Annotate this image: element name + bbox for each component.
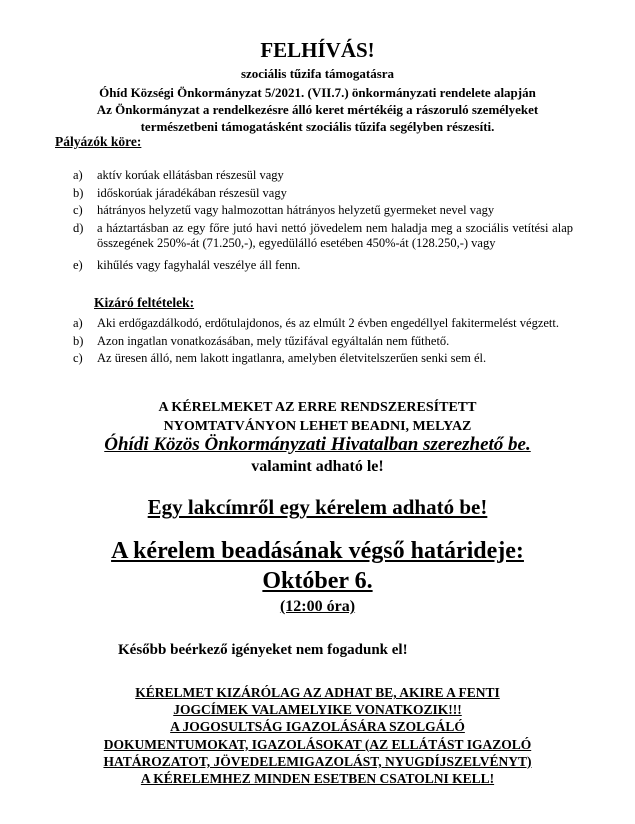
final-notice-line: A KÉRELEMHEZ MINDEN ESETBEN CSATOLNI KELL! <box>140 771 495 787</box>
final-notice-line: KÉRELMET KIZÁRÓLAG AZ ADHAT BE, AKIRE A FENTI <box>135 685 500 700</box>
intro-line: Óhíd Községi Önkormányzat 5/2021. (VII.7.) önkormányzati rendelete alapján <box>99 85 536 100</box>
deadline-label: A kérelem beadásának végső határideje: <box>111 538 524 564</box>
notice-line: A KÉRELMEKET AZ ERRE RENDSZERESÍTETT <box>158 400 477 415</box>
list-item: c) hátrányos helyzetű vagy halmozottan hátrányos helyzetű gyermeket nevel vagy <box>73 203 495 217</box>
document-subtitle: szociális tűzifa támogatásra <box>240 66 395 81</box>
final-notice-line: JOGCÍMEK VALAMELYIKE VONATKOZIK!!! <box>173 702 462 718</box>
exclusions-heading: Kizáró feltételek: <box>94 295 195 310</box>
intro-paragraph <box>0 84 635 135</box>
list-item: a) aktív korúak ellátásban részesül vagy <box>73 168 284 182</box>
applicants-heading: Pályázók köre: <box>55 134 142 149</box>
list-item: a) Aki erdőgazdálkodó, erdőtulajdonos, és az elmúlt 2 évben engedéllyel fakitermelést végzett. <box>73 316 559 330</box>
notice-line: NYOMTATVÁNYON LEHET BEADNI, MELYAZ <box>163 419 472 434</box>
deadline-time: (12:00 óra) <box>279 598 356 615</box>
submission-notice <box>0 398 635 436</box>
document-title: FELHÍVÁS! <box>260 38 375 62</box>
late-notice: Később beérkező igényeket nem fogadunk el! <box>118 642 408 658</box>
list-item: e) kihűlés vagy fagyhalál veszélye áll fenn. <box>73 257 301 272</box>
intro-line: természetbeni támogatásként szociális tűzifa segélyben részesíti. <box>140 119 495 134</box>
final-notice-line: A JOGOSULTSÁG IGAZOLÁSÁRA SZOLGÁLÓ <box>170 719 465 735</box>
list-item: c) Az üresen álló, nem lakott ingatlanra, amelyben életvitelszerűen senki sem él. <box>73 351 487 365</box>
final-notice-line: HATÁROZATOT, JÖVEDELEMIGAZOLÁST, NYUGDÍJSZELVÉNYT) <box>103 753 532 769</box>
office-line: Óhídi Közös Önkormányzati Hivatalban szerezhető be. <box>104 434 531 455</box>
notice-line: valamint adható le! <box>251 458 384 475</box>
list-item: d) a háztartásban az egy főre jutó havi nettó jövedelem nem haladja meg a szociális vetítési alap összegének 250%-át (71.250,-), egyedülálló esetében 450%-át (128.250,-) vagy <box>73 220 573 250</box>
final-notice-line: DOKUMENTUMOKAT, IGAZOLÁSOKAT (AZ ELLÁTÁST IGAZOLÓ <box>103 736 532 752</box>
list-item: b) Azon ingatlan vonatkozásában, mely tűzifával egyáltalán nem fűthető. <box>73 333 450 348</box>
applicants-list <box>73 168 573 275</box>
list-item: b) időskorúak járadékában részesül vagy <box>73 185 287 200</box>
exclusions-list <box>73 316 573 369</box>
final-notice <box>0 684 635 787</box>
deadline-date: Október 6. <box>262 568 373 594</box>
intro-line: Az Önkormányzat a rendelkezésre álló keret mértékéig a rászoruló személyeket <box>96 102 539 117</box>
one-per-address-note: Egy lakcímről egy kérelem adható be! <box>147 495 488 519</box>
